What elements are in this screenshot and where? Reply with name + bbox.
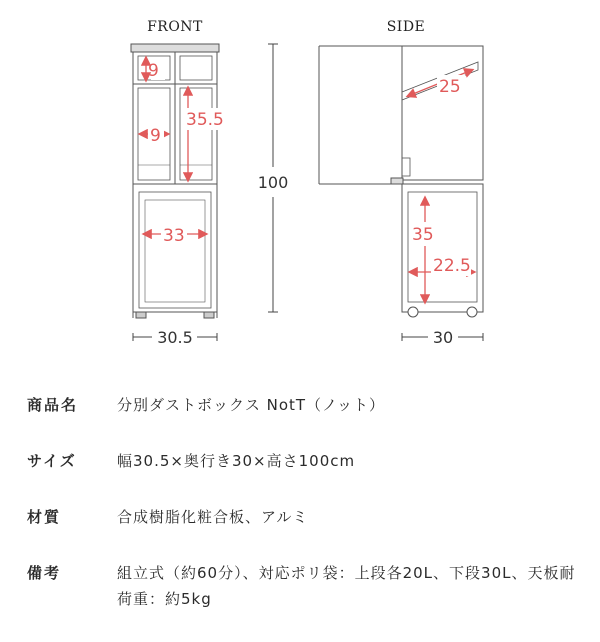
dim-front-shelf-width: 9 [150,126,161,146]
spec-value: 組立式（約60分）、対応ポリ袋：上段各20L、下段30L、天板耐荷重：約5kg [117,564,576,608]
front-cabinet [131,44,219,318]
dim-front-shelf-height: 9 [148,61,159,81]
front-title: FRONT [147,19,203,35]
spec-value: 幅30.5×奥行き30×高さ100cm [117,452,356,470]
spec-table [27,392,587,642]
spec-row-notes [27,560,587,612]
dim-side-lid-depth: 25 [439,77,461,97]
dim-total-height: 100 [257,173,289,192]
dim-front-upper-height: 35.5 [186,110,224,130]
side-title: SIDE [386,19,426,35]
spec-row-material [27,504,587,530]
spec-value: 合成樹脂化粧合板、アルミ [117,508,309,526]
dim-front-lower-width: 33 [163,226,185,246]
dim-front-total-width: 30.5 [157,328,193,347]
spec-row-size [27,448,587,474]
spec-label: 備考 [27,564,62,582]
dim-side-total-depth: 30 [432,328,454,347]
spec-label: 材質 [27,508,62,526]
spec-row-name [27,392,587,418]
spec-value: 分別ダストボックス NotT（ノット） [117,396,386,414]
spec-label: サイズ [27,452,77,470]
spec-label: 商品名 [27,396,79,414]
dim-side-lower-depth: 22.5 [433,256,471,276]
dim-side-lower-height: 35 [412,225,434,245]
